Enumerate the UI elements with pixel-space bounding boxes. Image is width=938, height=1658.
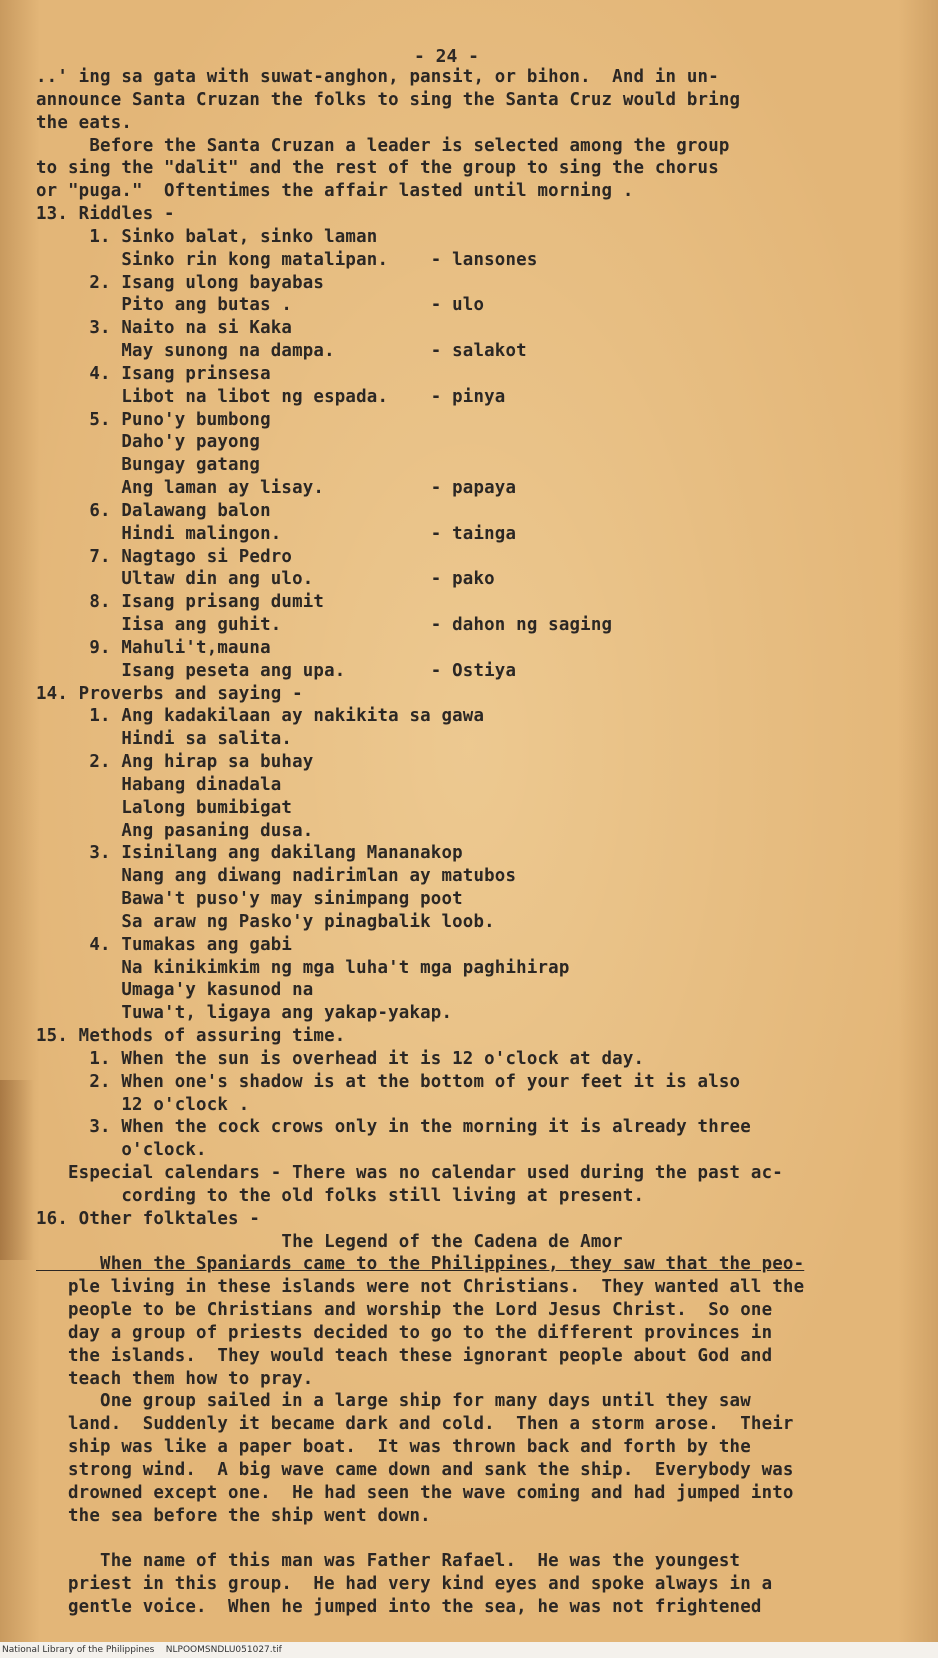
text-line: May sunong na dampa. - salakot (36, 341, 527, 361)
archive-footer: National Library of the Philippines NLPOOMSNDLU051027.tif (0, 1642, 938, 1658)
text-line: Ultaw din ang ulo. - pako (36, 569, 495, 589)
text-line: the sea before the ship went down. (36, 1506, 431, 1526)
text-line: 4. Tumakas ang gabi (36, 935, 293, 955)
text-line: 3. Naito na si Kaka (36, 318, 293, 338)
text-line: 2. Isang ulong bayabas (36, 273, 325, 293)
text-line: o'clock. (36, 1140, 207, 1160)
text-line: Tuwa't, ligaya ang yakap-yakap. (36, 1003, 453, 1023)
text-line: Isang peseta ang upa. - Ostiya (36, 661, 517, 681)
text-line: Sinko rin kong matalipan. - lansones (36, 250, 538, 270)
text-line: Hindi malingon. - tainga (36, 524, 517, 544)
text-line: Before the Santa Cruzan a leader is selected among the group (36, 136, 730, 156)
text-line: The name of this man was Father Rafael. He was the youngest (36, 1551, 741, 1571)
text-line: 1. When the sun is overhead it is 12 o'clock at day. (36, 1049, 645, 1069)
text-line: Ang laman ay lisay. - papaya (36, 478, 517, 498)
text-line: ple living in these islands were not Christians. They wanted all the (36, 1277, 805, 1297)
text-line: Ang pasaning dusa. (36, 821, 314, 841)
text-line: Habang dinadala (36, 775, 282, 795)
text-line: the islands. They would teach these ignorant people about God and (36, 1346, 773, 1366)
text-line: land. Suddenly it became dark and cold. Then a storm arose. Their (36, 1414, 794, 1434)
text-line: 6. Dalawang balon (36, 501, 271, 521)
text-line: priest in this group. He had very kind eyes and spoke always in a (36, 1574, 773, 1594)
text-line: Libot na libot ng espada. - pinya (36, 387, 506, 407)
text-line: day a group of priests decided to go to the different provinces in (36, 1323, 773, 1343)
text-line: One group sailed in a large ship for many days until they saw (36, 1391, 751, 1411)
text-line: 3. When the cock crows only in the morning it is already three (36, 1117, 751, 1137)
text-line: Na kinikimkim ng mga luha't mga paghihirap (36, 958, 570, 978)
text-line: strong wind. A big wave came down and sank the ship. Everybody was (36, 1460, 794, 1480)
text-line: to sing the "dalit" and the rest of the group to sing the chorus (36, 158, 719, 178)
text-line: or "puga." Oftentimes the affair lasted until morning . (36, 181, 634, 201)
page-number: - 24 - (414, 46, 480, 67)
text-line: Umaga'y kasunod na (36, 980, 314, 1000)
text-line: 12 o'clock . (36, 1095, 250, 1115)
text-line: announce Santa Cruzan the folks to sing the Santa Cruz would bring (36, 90, 741, 110)
text-line: 2. When one's shadow is at the bottom of your feet it is also (36, 1072, 741, 1092)
text-line: 3. Isinilang ang dakilang Mananakop (36, 843, 463, 863)
text-line: drowned except one. He had seen the wave coming and had jumped into (36, 1483, 794, 1503)
text-line: The Legend of the Cadena de Amor (36, 1232, 623, 1252)
text-line: 14. Proverbs and saying - (36, 684, 303, 704)
text-line: the eats. (36, 113, 133, 133)
text-line: Nang ang diwang nadirimlan ay matubos (36, 866, 517, 886)
text-line: 1. Ang kadakilaan ay nakikita sa gawa (36, 706, 485, 726)
text-line: 16. Other folktales - (36, 1209, 261, 1229)
text-line: When the Spaniards came to the Philippines, they saw that the peo- (36, 1254, 805, 1274)
text-line: ..' ing sa gata with suwat-anghon, pansit, or bihon. And in un- (36, 67, 719, 87)
text-line: Bawa't puso'y may sinimpang poot (36, 889, 463, 909)
text-line: Pito ang butas . - ulo (36, 295, 485, 315)
text-line: 15. Methods of assuring time. (36, 1026, 346, 1046)
text-line: Daho'y payong (36, 432, 261, 452)
text-line: ship was like a paper boat. It was thrown back and forth by the (36, 1437, 751, 1457)
text-line: 7. Nagtago si Pedro (36, 547, 293, 567)
text-line: Bungay gatang (36, 455, 261, 475)
text-line: 9. Mahuli't,mauna (36, 638, 271, 658)
text-line: cording to the old folks still living at present. (36, 1186, 645, 1206)
text-line: gentle voice. When he jumped into the sea, he was not frightened (36, 1597, 762, 1617)
text-line: Sa araw ng Pasko'y pinagbalik loob. (36, 912, 495, 932)
text-line: Lalong bumibigat (36, 798, 293, 818)
text-line: Hindi sa salita. (36, 729, 293, 749)
text-line: 1. Sinko balat, sinko laman (36, 227, 378, 247)
paper-stain (0, 1080, 34, 1260)
text-line: 8. Isang prisang dumit (36, 592, 325, 612)
text-line: 2. Ang hirap sa buhay (36, 752, 314, 772)
text-line: 5. Puno'y bumbong (36, 410, 271, 430)
text-line: teach them how to pray. (36, 1369, 314, 1389)
text-line: 4. Isang prinsesa (36, 364, 271, 384)
text-line: people to be Christians and worship the Lord Jesus Christ. So one (36, 1300, 773, 1320)
text-line: 13. Riddles - (36, 204, 175, 224)
text-line: Iisa ang guhit. - dahon ng saging (36, 615, 613, 635)
text-line: Especial calendars - There was no calendar used during the past ac- (36, 1163, 783, 1183)
